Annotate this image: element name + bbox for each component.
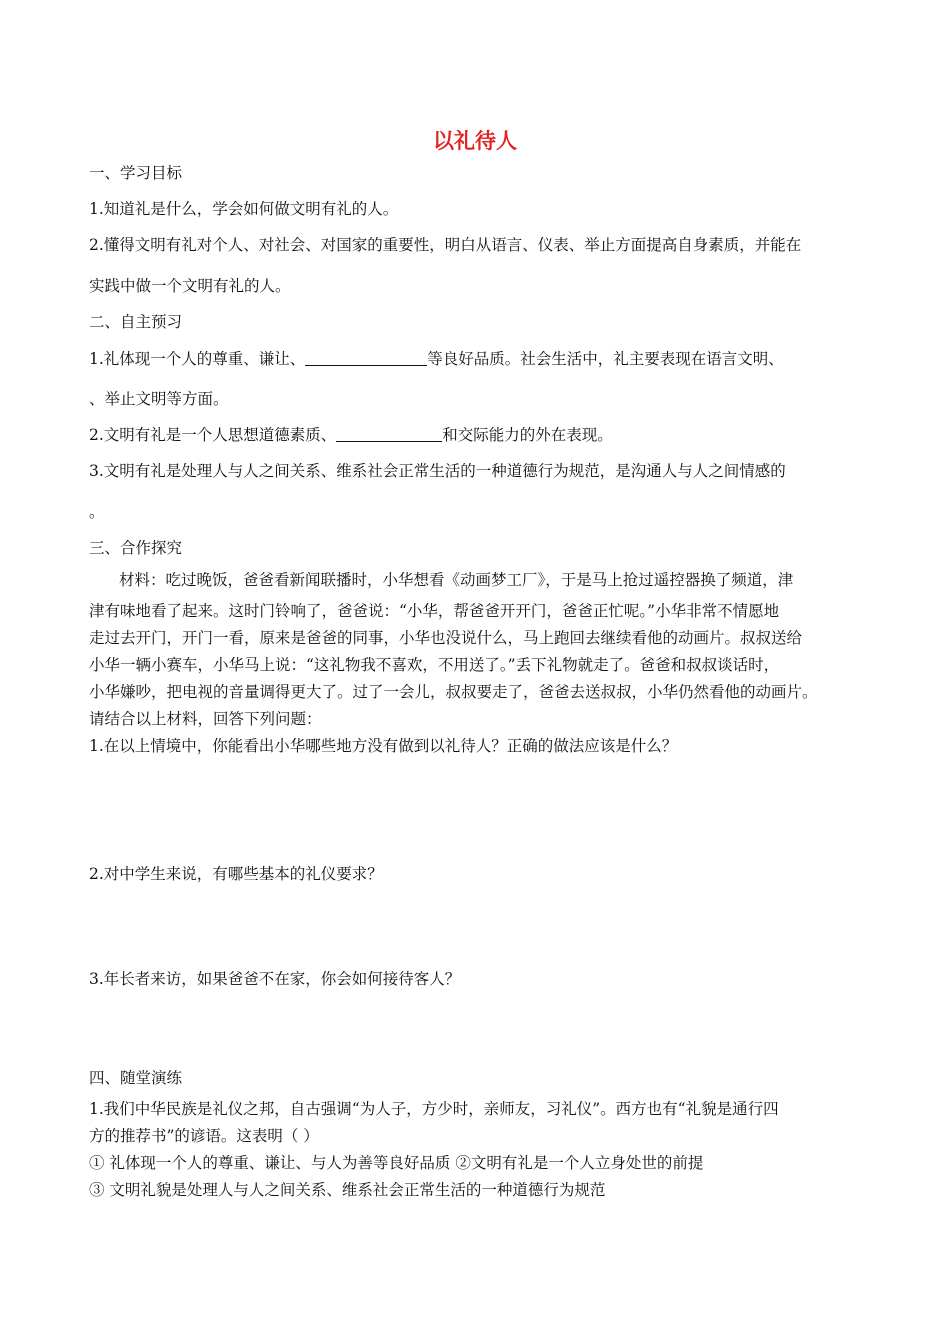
page-title: 以礼待人	[433, 129, 517, 153]
practice-option-3: ③ 文明礼貌是处理人与人之间关系、维系社会正常生活的一种道德行为规范	[89, 1181, 606, 1199]
practice-option-1-2: ① 礼体现一个人的尊重、谦让、与人为善等良好品质 ②文明有礼是一个人立身处世的前提	[89, 1154, 704, 1172]
practice-question-1-line2: 方的推荐书”的谚语。这表明（ ）	[89, 1127, 319, 1145]
preview-question-1-line2: 、举止文明等方面。	[89, 390, 229, 408]
preview-question-1-line1	[89, 348, 784, 370]
preview-question-3-line1: 3.文明有礼是处理人与人之间关系、维系社会正常生活的一种道德行为规范，是沟通人与人之间情感的	[89, 462, 786, 480]
fill-blank-2[interactable]	[336, 425, 442, 442]
preview-q1-text-after: 等良好品质。社会生活中，礼主要表现在语言文明、	[427, 350, 784, 368]
section-heading-practice: 四、随堂演练	[89, 1069, 183, 1087]
material-line-2: 津有味地看了起来。这时门铃响了，爸爸说：“小华，帮爸爸开开门，爸爸正忙呢。”小华非常不情愿地	[89, 602, 780, 620]
preview-q2-text-before: 2.文明有礼是一个人思想道德素质、	[89, 426, 337, 444]
goal-item-1: 1.知道礼是什么，学会如何做文明有礼的人。	[89, 200, 399, 218]
material-line-1: 材料：吃过晚饭，爸爸看新闻联播时，小华想看《动画梦工厂》，于是马上抢过遥控器换了频道，津	[119, 571, 794, 589]
explore-question-3: 3.年长者来访，如果爸爸不在家，你会如何接待客人？	[89, 970, 461, 988]
material-line-4: 小华一辆小赛车，小华马上说：“这礼物我不喜欢，不用送了。”丢下礼物就走了。爸爸和叔叔谈话时，	[89, 656, 780, 674]
preview-question-2	[89, 424, 613, 446]
goal-item-2-line1: 2.懂得文明有礼对个人、对社会、对国家的重要性，明白从语言、仪表、举止方面提高自身素质，并能在	[89, 236, 802, 254]
section-heading-goals: 一、学习目标	[89, 164, 183, 182]
explore-question-1: 1.在以上情境中，你能看出小华哪些地方没有做到以礼待人？正确的做法应该是什么？	[89, 737, 678, 755]
preview-question-3-line2: 。	[89, 503, 105, 521]
preview-q1-text-before: 1.礼体现一个人的尊重、谦让、	[89, 350, 306, 368]
fill-blank-1[interactable]	[305, 349, 427, 366]
material-prompt: 请结合以上材料，回答下列问题：	[89, 710, 322, 728]
goal-item-2-line2: 实践中做一个文明有礼的人。	[89, 277, 291, 295]
preview-q2-text-after: 和交际能力的外在表现。	[442, 426, 613, 444]
section-heading-explore: 三、合作探究	[89, 539, 183, 557]
material-line-5: 小华嫌吵，把电视的音量调得更大了。过了一会儿，叔叔要走了，爸爸去送叔叔，小华仍然看他的动画片。	[89, 683, 818, 701]
practice-question-1-line1: 1.我们中华民族是礼仪之邦，自古强调“为人子，方少时，亲师友，习礼仪”。西方也有“礼貌是通行四	[89, 1100, 779, 1118]
section-heading-preview: 二、自主预习	[89, 313, 183, 331]
material-line-3: 走过去开门，开门一看，原来是爸爸的同事，小华也没说什么，马上跑回去继续看他的动画片。叔叔送给	[89, 629, 803, 647]
explore-question-2: 2.对中学生来说，有哪些基本的礼仪要求？	[89, 865, 383, 883]
